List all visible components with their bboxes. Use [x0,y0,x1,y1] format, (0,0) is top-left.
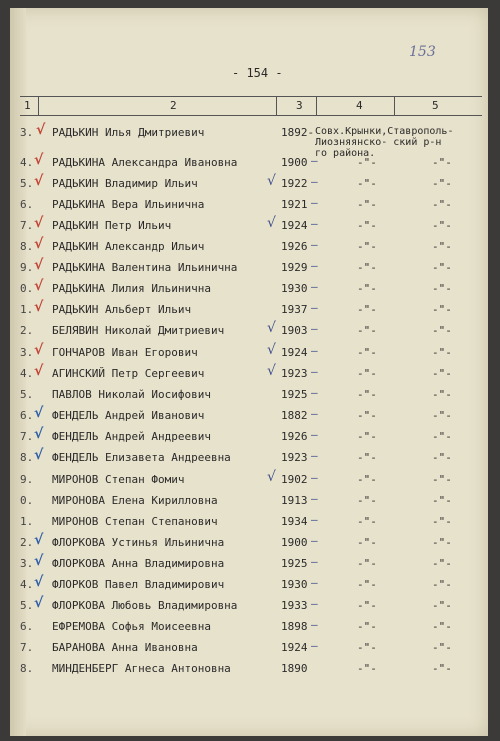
column-5-ditto: -"- [432,473,452,486]
register-row [20,513,490,533]
column-4-ditto: -"- [357,198,377,211]
person-name: РАДЬКИН Петр Ильич [52,219,172,232]
handwritten-page-number: 153 [409,44,436,60]
year-dash: — [311,365,318,378]
register-row [20,449,490,469]
person-name: РАДЬКИНА Александра Ивановна [52,156,238,169]
column-5-ditto: -"- [432,219,452,232]
column-4-ditto: -"- [357,473,377,486]
column-header-1: 1 [24,99,31,112]
year-dash: — [311,196,318,209]
year-dash: — [311,407,318,420]
column-5-ditto: -"- [432,620,452,633]
row-number: 5. [20,177,34,190]
person-name: ФЛОРКОВ Павел Владимирович [52,578,225,591]
column-5-ditto: -"- [432,557,452,570]
column-4-ditto: -"- [357,282,377,295]
row-number: 4. [20,156,34,169]
check-mark-icon: √ [34,257,44,273]
birth-year: 1900 [281,156,308,169]
column-4-ditto: -"- [357,303,377,316]
column-4-ditto: -"- [357,662,377,675]
column-5-ditto: -"- [432,367,452,380]
person-name: БЕЛЯВИН Николай Дмитриевич [52,324,225,337]
column-5-ditto: -"- [432,409,452,422]
year-dash: — [311,175,318,188]
row-number: 8. [20,451,34,464]
birth-year: 1929 [281,261,308,274]
register-row [20,322,490,342]
person-name: РАДЬКИНА Валентина Ильинична [52,261,238,274]
check-mark-icon: √ [34,278,44,294]
column-5-ditto: -"- [432,662,452,675]
person-name: ГОНЧАРОВ Иван Егорович [52,346,198,359]
register-row [20,238,490,258]
year-dash: — [311,301,318,314]
register-row [20,471,490,491]
year-dash: — [311,238,318,251]
year-check-mark-icon: √ [267,363,276,379]
column-5-ditto: -"- [432,515,452,528]
person-name: МИНДЕНБЕРГ Агнеса Антоновна [52,662,231,675]
year-dash: — [311,280,318,293]
row-number: 3. [20,346,34,359]
person-name: РАДЬКИН Илья Дмитриевич [52,126,205,139]
row-number: 7. [20,219,34,232]
column-5-ditto: -"- [432,198,452,211]
column-4-ditto: -"- [357,557,377,570]
column-5-ditto: -"- [432,156,452,169]
column-4-ditto: -"- [357,219,377,232]
register-row [20,555,490,575]
column-4-ditto: -"- [357,240,377,253]
year-dash: — [311,471,318,484]
birth-year: 1926 [281,240,308,253]
column-5-ditto: -"- [432,324,452,337]
birth-year: 1923 [281,367,308,380]
birth-year: 1937 [281,303,308,316]
row-number: 0. [20,282,34,295]
register-row [20,175,490,195]
register-row [20,428,490,448]
birth-year: 1926 [281,430,308,443]
person-name: АГИНСКИЙ Петр Сергеевич [52,367,205,380]
birth-year: 1930 [281,282,308,295]
check-mark-icon: √ [34,215,44,231]
year-check-mark-icon: √ [267,469,276,485]
register-row [20,280,490,300]
person-name: ФЕНДЕЛЬ Андрей Андреевич [52,430,211,443]
column-4-ditto: -"- [357,515,377,528]
birth-year: 1913 [281,494,308,507]
year-dash: — [311,449,318,462]
column-4-ditto: -"- [357,430,377,443]
person-name: РАДЬКИН Альберт Ильич [52,303,192,316]
row-number: 5. [20,388,34,401]
year-check-mark-icon: √ [267,342,276,358]
check-mark-icon: √ [36,122,46,138]
column-header-2: 2 [170,99,177,112]
register-row [20,259,490,279]
person-name: МИРОНОВА Елена Кирилловна [52,494,218,507]
column-5-ditto: -"- [432,282,452,295]
person-name: ПАВЛОВ Николай Иосифович [52,388,211,401]
row-number: 8. [20,240,34,253]
register-row [20,597,490,617]
column-4-ditto: -"- [357,578,377,591]
register-row [20,639,490,659]
year-dash: — [311,555,318,568]
year-check-mark-icon: √ [267,215,276,231]
column-5-ditto: -"- [432,451,452,464]
row-number: 2. [20,536,34,549]
column-5-ditto: -"- [432,346,452,359]
row-number: 4. [20,578,34,591]
year-dash: — [311,534,318,547]
document-page [10,8,488,736]
column-4-ditto: -"- [357,409,377,422]
year-dash: — [311,618,318,631]
year-dash: — [311,576,318,589]
birth-year: 1882 [281,409,308,422]
register-row [20,124,490,144]
birth-year: 1925 [281,557,308,570]
birth-year: 1921 [281,198,308,211]
column-5-ditto: -"- [432,536,452,549]
location-line-1: Совх.Крынки,Ставрополь- [315,126,454,137]
year-dash: — [311,492,318,505]
row-number: 3. [20,126,34,139]
row-number: 2. [20,324,34,337]
year-dash: — [311,597,318,610]
column-4-ditto: -"- [357,261,377,274]
check-mark-icon: √ [34,553,44,569]
row-number: 9. [20,473,34,486]
row-number: 3. [20,557,34,570]
birth-year: 1902 [281,473,308,486]
year-dash: — [311,344,318,357]
column-header-4: 4 [356,99,363,112]
register-row [20,534,490,554]
column-4-ditto: -"- [357,620,377,633]
column-header-3: 3 [296,99,303,112]
column-5-ditto: -"- [432,641,452,654]
column-5-ditto: -"- [432,261,452,274]
year-dash: — [311,513,318,526]
row-number: 4. [20,367,34,380]
person-name: РАДЬКИНА Вера Ильинична [52,198,205,211]
column-4-ditto: -"- [357,451,377,464]
register-row [20,154,490,174]
column-5-ditto: -"- [432,388,452,401]
check-mark-icon: √ [34,236,44,252]
check-mark-icon: √ [34,342,44,358]
column-4-ditto: -"- [357,641,377,654]
column-5-ditto: -"- [432,303,452,316]
birth-year: 1930 [281,578,308,591]
check-mark-icon: √ [34,426,44,442]
column-4-ditto: -"- [357,156,377,169]
register-row [20,344,490,364]
birth-year: 1903 [281,324,308,337]
page-number: - 154 - [232,66,283,80]
row-number: 1. [20,303,34,316]
person-name: МИРОНОВ Степан Степанович [52,515,218,528]
check-mark-icon: √ [34,152,44,168]
column-5-ditto: -"- [432,430,452,443]
row-number: 6. [20,620,34,633]
person-name: ФЛОРКОВА Любовь Владимировна [52,599,238,612]
person-name: РАДЬКИН Владимир Ильич [52,177,198,190]
year-dash: — [311,154,318,167]
year-dash: — [311,639,318,652]
birth-year: 1924 [281,219,308,232]
location-line-3: го района. [315,148,376,159]
column-5-ditto: -"- [432,599,452,612]
birth-year: 1924 [281,641,308,654]
register-row [20,660,490,680]
year-dash: — [311,386,318,399]
birth-year: 1923 [281,451,308,464]
person-name: МИРОНОВ Степан Фомич [52,473,185,486]
row-number: 0. [20,494,34,507]
year-dash: — [311,217,318,230]
column-5-ditto: -"- [432,578,452,591]
column-5-ditto: -"- [432,177,452,190]
location-line-2: Лиозняянско- ский р-н [315,137,442,148]
person-name: ФЕНДЕЛЬ Елизавета Андреевна [52,451,231,464]
column-4-ditto: -"- [357,177,377,190]
birth-year: 1922 [281,177,308,190]
year-dash: — [311,259,318,272]
row-number: 7. [20,430,34,443]
register-row [20,386,490,406]
birth-year: 1925 [281,388,308,401]
row-number: 9. [20,261,34,274]
register-row [20,492,490,512]
birth-year: 1890 [281,662,308,675]
row-number: 6. [20,198,34,211]
person-name: ЕФРЕМОВА Софья Моисеевна [52,620,211,633]
register-row [20,217,490,237]
register-row [20,618,490,638]
column-header-5: 5 [432,99,439,112]
row-number: 5. [20,599,34,612]
person-name: РАДЬКИН Александр Ильич [52,240,205,253]
row-number: 1. [20,515,34,528]
check-mark-icon: √ [34,405,44,421]
column-4-ditto: -"- [357,367,377,380]
register-row [20,576,490,596]
birth-year: 1934 [281,515,308,528]
birth-year: 1892- [281,126,315,139]
register-row [20,407,490,427]
check-mark-icon: √ [34,299,44,315]
person-name: БАРАНОВА Анна Ивановна [52,641,198,654]
birth-year: 1924 [281,346,308,359]
person-name: ФЛОРКОВА Анна Владимировна [52,557,225,570]
column-4-ditto: -"- [357,494,377,507]
year-check-mark-icon: √ [267,173,276,189]
register-row [20,196,490,216]
birth-year: 1900 [281,536,308,549]
check-mark-icon: √ [34,595,44,611]
year-dash: — [311,428,318,441]
column-4-ditto: -"- [357,536,377,549]
birth-year: 1933 [281,599,308,612]
check-mark-icon: √ [34,363,44,379]
column-4-ditto: -"- [357,346,377,359]
check-mark-icon: √ [34,447,44,463]
row-number: 8. [20,662,34,675]
row-number: 7. [20,641,34,654]
register-row [20,365,490,385]
column-4-ditto: -"- [357,324,377,337]
person-name: ФЛОРКОВА Устинья Ильинична [52,536,225,549]
column-header-row [20,96,482,116]
check-mark-icon: √ [34,574,44,590]
check-mark-icon: √ [34,532,44,548]
birth-year: 1898 [281,620,308,633]
column-5-ditto: -"- [432,240,452,253]
check-mark-icon: √ [34,173,44,189]
year-dash: — [311,322,318,335]
row-number: 6. [20,409,34,422]
column-5-ditto: -"- [432,494,452,507]
person-name: РАДЬКИНА Лилия Ильинична [52,282,211,295]
column-4-ditto: -"- [357,388,377,401]
person-name: ФЕНДЕЛЬ Андрей Иванович [52,409,205,422]
column-4-ditto: -"- [357,599,377,612]
register-row [20,301,490,321]
year-check-mark-icon: √ [267,320,276,336]
